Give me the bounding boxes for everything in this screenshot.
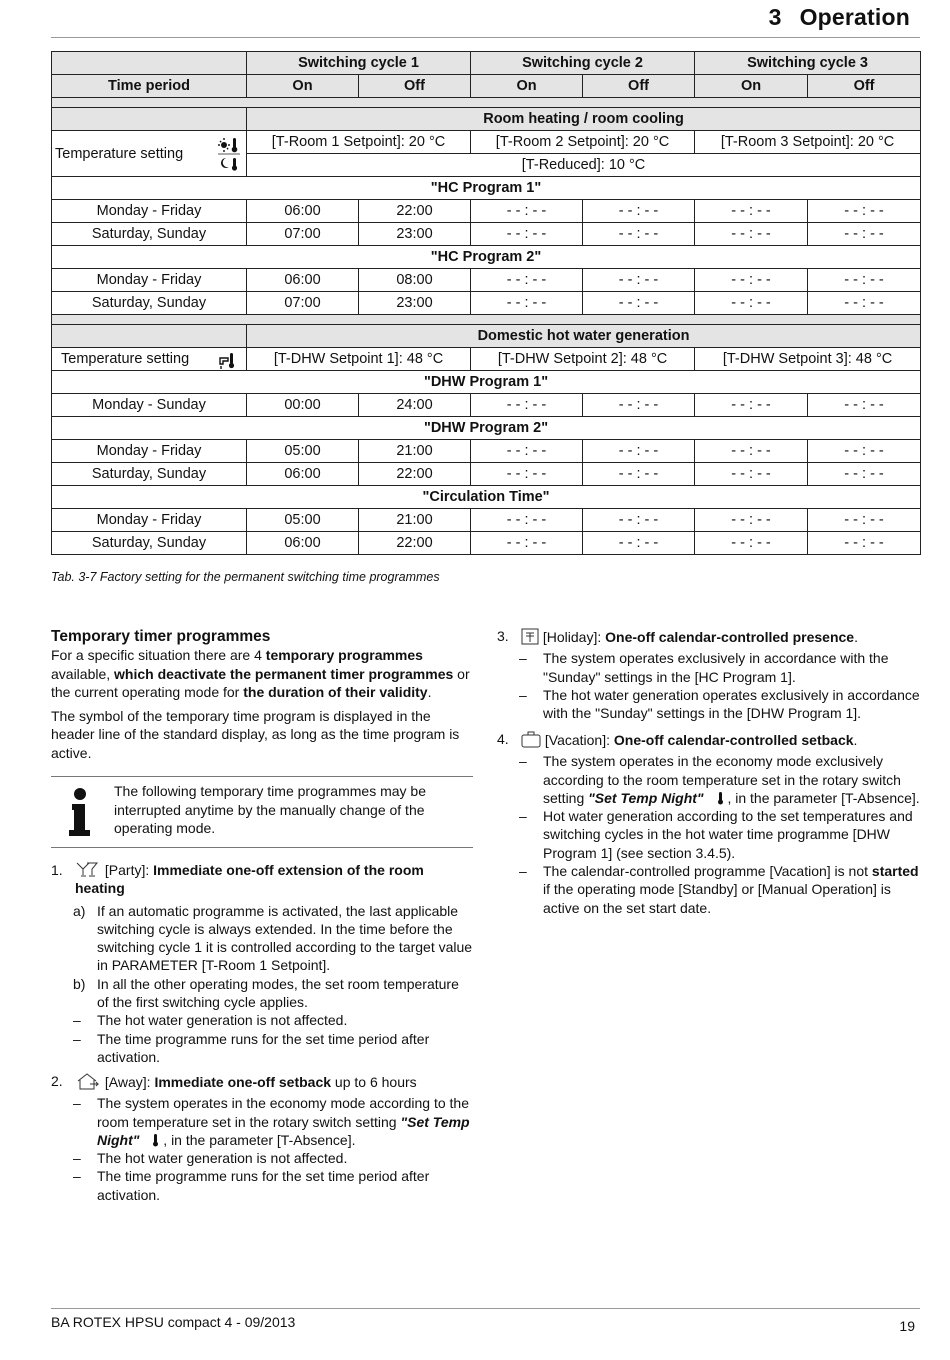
hc1-title: "HC Program 1" xyxy=(52,177,921,200)
table-row xyxy=(52,269,921,292)
time-cell: 23:00 xyxy=(359,292,471,315)
time-cell: 07:00 xyxy=(247,292,359,315)
list-text: The system operates in the economy mode according to the room temperature set in the rotary switch setting "Set Temp Night" , in the parameter [T-Absence]. xyxy=(97,1095,470,1148)
list-item-party: 1. [Party]: Immediate one-off extension of the room heating a) If an automatic programme is activated, the last applicable switching cycle is always extended. In the time before the switching cycle 1 it is controlled according to the target value in PARAMETER [T-Room 1 Setpoint]. b) In all the other operating modes, the set room temperature of the first switching cycle applies. – The hot water generation is not affected. – The time programme runs for the set time period after activation. xyxy=(51,862,473,1065)
time-cell: - - : - - xyxy=(695,509,808,532)
list-text: The time programme runs for the set time period after activation. xyxy=(97,1030,430,1065)
off-header: Off xyxy=(583,75,695,98)
party-icon xyxy=(75,861,101,877)
circulation-title: "Circulation Time" xyxy=(52,486,921,509)
time-cell: - - : - - xyxy=(471,463,583,486)
factory-settings-table xyxy=(51,51,921,555)
time-cell: - - : - - xyxy=(808,200,921,223)
vacation-suitcase-icon xyxy=(521,730,541,748)
sun-thermometer-icon xyxy=(218,137,240,171)
time-cell: - - : - - xyxy=(695,394,808,417)
period-cell: Monday - Friday xyxy=(52,509,247,532)
chapter-title: Operation xyxy=(799,4,910,30)
list-text: The system operates exclusively in accordance with the "Sunday" settings in the [HC Program 1]. xyxy=(543,650,889,685)
time-cell: - - : - - xyxy=(808,394,921,417)
time-cell: 22:00 xyxy=(359,532,471,555)
dhw-section-title: Domestic hot water generation xyxy=(247,325,921,348)
time-cell: - - : - - xyxy=(583,269,695,292)
dhw1-title: "DHW Program 1" xyxy=(52,371,921,394)
on-header: On xyxy=(471,75,583,98)
time-cell: - - : - - xyxy=(695,532,808,555)
period-cell: Saturday, Sunday xyxy=(52,223,247,246)
time-cell: - - : - - xyxy=(695,440,808,463)
tap-icon xyxy=(218,352,236,370)
dhw-setpoint-2: [T-DHW Setpoint 2]: 48 °C xyxy=(471,348,695,371)
time-cell: 22:00 xyxy=(359,463,471,486)
time-cell: - - : - - xyxy=(808,269,921,292)
time-cell: - - : - - xyxy=(583,223,695,246)
list-item-away: 2. [Away]: Immediate one-off setback up to 6 hours – The system operates in the economy mode according to the room temperature set in the rotary switch setting "Set Temp Night" , in the parameter [T-Absence]. – The hot water generation is not affected. – The time programme runs for the set time period after activation. xyxy=(51,1073,470,1203)
table-row xyxy=(52,509,921,532)
band-blank xyxy=(52,108,247,131)
time-cell: - - : - - xyxy=(471,532,583,555)
period-cell: Monday - Friday xyxy=(52,440,247,463)
time-cell: - - : - - xyxy=(471,200,583,223)
time-cell: 21:00 xyxy=(359,440,471,463)
band-blank xyxy=(52,325,247,348)
time-cell: - - : - - xyxy=(583,292,695,315)
list-text: The hot water generation is not affected. xyxy=(97,1150,348,1167)
period-cell: Saturday, Sunday xyxy=(52,292,247,315)
table-row xyxy=(52,532,921,555)
time-cell: - - : - - xyxy=(471,223,583,246)
list-text: Hot water generation according to the set temperatures and switching cycles in the hot water time programme [DHW Program 1] (see section 3.4.5). xyxy=(543,808,913,861)
time-cell: - - : - - xyxy=(583,394,695,417)
room-section-title: Room heating / room cooling xyxy=(247,108,921,131)
period-cell: Saturday, Sunday xyxy=(52,463,247,486)
time-cell: - - : - - xyxy=(583,509,695,532)
table-row xyxy=(52,223,921,246)
period-cell: Monday - Friday xyxy=(52,200,247,223)
time-cell: 06:00 xyxy=(247,463,359,486)
cycle-1-header: Switching cycle 1 xyxy=(247,52,471,75)
on-header: On xyxy=(247,75,359,98)
cycle-2-header: Switching cycle 2 xyxy=(471,52,695,75)
page-number: 19 xyxy=(899,1318,915,1334)
table-row xyxy=(52,200,921,223)
time-cell: 06:00 xyxy=(247,532,359,555)
time-cell: - - : - - xyxy=(583,440,695,463)
info-note xyxy=(51,776,473,848)
time-cell: - - : - - xyxy=(695,223,808,246)
reduced-setpoint: [T-Reduced]: 10 °C xyxy=(247,154,921,177)
time-cell: - - : - - xyxy=(808,509,921,532)
time-cell: - - : - - xyxy=(808,440,921,463)
moon-thermometer-icon xyxy=(708,791,724,805)
table-row xyxy=(52,463,921,486)
time-cell: 00:00 xyxy=(247,394,359,417)
list-text: The calendar-controlled programme [Vacation] is not started if the operating mode [Standby] or [Manual Operation] is active on the set start date. xyxy=(543,863,919,916)
period-cell: Saturday, Sunday xyxy=(52,532,247,555)
time-period-header: Time period xyxy=(52,75,247,98)
time-cell: - - : - - xyxy=(695,463,808,486)
time-cell: - - : - - xyxy=(471,509,583,532)
period-cell: Monday - Sunday xyxy=(52,394,247,417)
room-setpoint-2: [T-Room 2 Setpoint]: 20 °C xyxy=(471,131,695,154)
time-cell: 24:00 xyxy=(359,394,471,417)
list-text: The time programme runs for the set time period after activation. xyxy=(97,1168,430,1203)
time-cell: 22:00 xyxy=(359,200,471,223)
list-text: The hot water generation operates exclusively in accordance with the "Sunday" settings in the [DHW Program 1]. xyxy=(543,686,920,722)
hc2-title: "HC Program 2" xyxy=(52,246,921,269)
list-item-holiday: 3. [Holiday]: One-off calendar-controlled presence. – The system operates exclusively in accordance with the "Sunday" settings in the [HC Program 1]. – The hot water generation operates exclusively in accordance with the "Sunday" settings in the [DHW Program 1]. xyxy=(497,628,920,722)
list-text: If an automatic programme is activated, the last applicable switching cycle is always extended. In the time before the switching cycle 1 it is controlled according to the target value in PARAMETER [T-Room 1 Setpoint]. xyxy=(97,902,473,974)
table-corner xyxy=(52,52,247,75)
period-cell: Monday - Friday xyxy=(52,269,247,292)
time-cell: - - : - - xyxy=(583,200,695,223)
table-row xyxy=(52,394,921,417)
temp-setting-label: Temperature setting xyxy=(55,145,184,162)
temp-setting-room xyxy=(52,131,247,177)
time-cell: - - : - - xyxy=(808,292,921,315)
time-cell: 23:00 xyxy=(359,223,471,246)
off-header: Off xyxy=(808,75,921,98)
time-cell: - - : - - xyxy=(695,200,808,223)
temp-setting-label: Temperature setting xyxy=(61,351,190,367)
time-cell: - - : - - xyxy=(583,463,695,486)
dhw-setpoint-3: [T-DHW Setpoint 3]: 48 °C xyxy=(695,348,921,371)
time-cell: 05:00 xyxy=(247,440,359,463)
table-row xyxy=(52,292,921,315)
off-header: Off xyxy=(359,75,471,98)
table-row xyxy=(52,440,921,463)
list-text: In all the other operating modes, the set room temperature of the first switching cycle applies. xyxy=(97,975,459,1011)
time-cell: 21:00 xyxy=(359,509,471,532)
time-cell: - - : - - xyxy=(695,292,808,315)
chapter-number: 3 xyxy=(768,4,782,30)
list-text: The system operates in the economy mode exclusively according to the room temperature set in the rotary switch setting "Set Temp Night" , in the parameter [T-Absence]. xyxy=(543,753,920,806)
time-cell: - - : - - xyxy=(808,223,921,246)
chapter-heading xyxy=(769,4,910,31)
time-cell: 06:00 xyxy=(247,269,359,292)
footer-rule xyxy=(51,1308,920,1309)
temp-setting-dhw xyxy=(52,348,247,371)
time-cell: 07:00 xyxy=(247,223,359,246)
room-setpoint-1: [T-Room 1 Setpoint]: 20 °C xyxy=(247,131,471,154)
dhw2-title: "DHW Program 2" xyxy=(52,417,921,440)
dhw-setpoint-1: [T-DHW Setpoint 1]: 48 °C xyxy=(247,348,471,371)
time-cell: - - : - - xyxy=(808,532,921,555)
intro-paragraph: For a specific situation there are 4 temporary programmes available, which deactivate the permanent timer programmes or the current operating mode for the duration of their validity. xyxy=(51,647,470,700)
time-cell: - - : - - xyxy=(471,292,583,315)
time-cell: - - : - - xyxy=(471,269,583,292)
left-column xyxy=(51,628,473,768)
section-heading: Temporary timer programmes xyxy=(51,628,271,645)
holiday-calendar-icon xyxy=(521,627,539,645)
time-cell: - - : - - xyxy=(583,532,695,555)
on-header: On xyxy=(695,75,808,98)
time-cell: - - : - - xyxy=(471,440,583,463)
time-cell: 08:00 xyxy=(359,269,471,292)
room-setpoint-3: [T-Room 3 Setpoint]: 20 °C xyxy=(695,131,921,154)
moon-thermometer-icon xyxy=(143,1133,159,1147)
list-text: The hot water generation is not affected. xyxy=(97,1012,348,1029)
time-cell: - - : - - xyxy=(471,394,583,417)
section-gap xyxy=(52,315,921,325)
away-house-icon xyxy=(75,1072,101,1090)
table-caption: Tab. 3-7 Factory setting for the permanent switching time programmes xyxy=(51,570,440,584)
time-cell: - - : - - xyxy=(808,463,921,486)
note-text: The following temporary time programmes may be interrupted anytime by the manually change of the operating mode. xyxy=(114,783,427,836)
info-icon xyxy=(67,787,93,837)
header-rule xyxy=(51,37,920,38)
section-gap xyxy=(52,98,921,108)
time-cell: - - : - - xyxy=(695,269,808,292)
list-item-vacation: 4. [Vacation]: One-off calendar-controlled setback. – The system operates in the economy mode exclusively according to the room temperature set in the rotary switch setting "Set Temp Night" , in the parameter [T-Absence]. – Hot water generation according to the set temperatures and switching cycles in the hot water time programme [DHW Program 1] (see section 3.4.5). – The calendar-controlled programme [Vacation] is not started if the operating mode [Standby] or [Manual Operation] is active on the set start date. xyxy=(497,731,920,916)
footer-doc-title: BA ROTEX HPSU compact 4 - 09/2013 xyxy=(51,1314,296,1330)
time-cell: 05:00 xyxy=(247,509,359,532)
cycle-3-header: Switching cycle 3 xyxy=(695,52,921,75)
symbol-paragraph: The symbol of the temporary time program is displayed in the header line of the standard display, as long as the time program is active. xyxy=(51,708,460,761)
time-cell: 06:00 xyxy=(247,200,359,223)
